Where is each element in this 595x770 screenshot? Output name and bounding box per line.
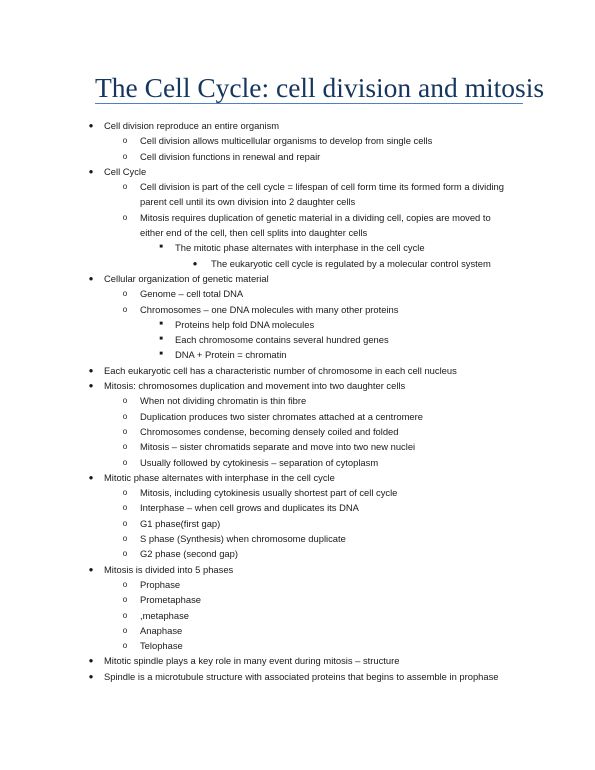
outline-item-text: Mitosis – sister chromatids separate and move into two new nuclei xyxy=(140,441,416,453)
outline-item-text: Spindle is a microtubule structure with associated proteins that begins to assemble in prophase xyxy=(104,670,499,682)
bullet-square: ■ xyxy=(159,336,163,343)
outline-item xyxy=(0,256,595,271)
bullet-circle: o xyxy=(122,426,128,436)
bullet-circle: o xyxy=(122,579,128,589)
bullet-circle: o xyxy=(122,534,128,544)
outline-item xyxy=(0,409,595,424)
bullet-circle: o xyxy=(122,411,128,421)
bullet-circle: o xyxy=(122,457,128,467)
outline-item xyxy=(0,332,595,347)
bullet-circle: o xyxy=(122,518,128,528)
outline-item xyxy=(0,240,595,255)
outline-item-text: Each eukaryotic cell has a characteristic number of chromosome in each cell nucleus xyxy=(104,364,457,376)
outline-item-text: Mitotic spindle plays a key role in many event during mitosis – structure xyxy=(104,655,400,667)
outline-item-text: The eukaryotic cell cycle is regulated by a molecular control system xyxy=(211,257,491,269)
outline-item xyxy=(0,225,595,240)
outline-item-text: parent cell until its own division into 2 daughter cells xyxy=(140,196,356,208)
outline-item-text: Each chromosome contains several hundred genes xyxy=(175,334,389,346)
outline-item xyxy=(0,653,595,668)
outline-item xyxy=(0,546,595,561)
bullet-disc: ● xyxy=(88,273,94,283)
outline-item xyxy=(0,439,595,454)
outline-item xyxy=(0,669,595,684)
outline-item-text: either end of the cell, then cell splits into daughter cells xyxy=(140,227,368,239)
outline-item-text: When not dividing chromatin is thin fibre xyxy=(140,395,307,407)
bullet-circle: o xyxy=(122,488,128,498)
outline-item-text: S phase (Synthesis) when chromosome duplicate xyxy=(140,533,346,545)
bullet-circle: o xyxy=(122,136,128,146)
outline-item-text: Usually followed by cytokinesis – separation of cytoplasm xyxy=(140,456,379,468)
bullet-disc: ● xyxy=(88,671,94,681)
outline-item-text: DNA + Protein = chromatin xyxy=(175,349,287,361)
title-underline xyxy=(95,103,523,104)
bullet-circle: o xyxy=(122,610,128,620)
outline-item xyxy=(0,271,595,286)
outline-item xyxy=(0,623,595,638)
bullet-square: ■ xyxy=(159,351,163,358)
outline-item xyxy=(0,608,595,623)
outline-item-text: Mitotic phase alternates with interphase in the cell cycle xyxy=(104,471,335,483)
outline-item-text: ,metaphase xyxy=(140,609,189,621)
bullet-circle: o xyxy=(122,396,128,406)
page-title: The Cell Cycle: cell division and mitosis xyxy=(95,72,545,103)
bullet-circle: o xyxy=(122,151,128,161)
bullet-outline xyxy=(0,118,595,684)
outline-item-text: Cell division is part of the cell cycle = lifespan of cell form time its formed form a dividing xyxy=(140,181,504,193)
outline-item xyxy=(0,638,595,653)
outline-item xyxy=(0,347,595,362)
outline-item-text: Mitosis requires duplication of genetic material in a dividing cell, copies are moved to xyxy=(140,211,491,223)
outline-item-text: Prophase xyxy=(140,578,181,590)
outline-item-text: Cell division functions in renewal and repair xyxy=(140,150,321,162)
bullet-square: ■ xyxy=(159,320,163,327)
outline-item xyxy=(0,317,595,332)
outline-item xyxy=(0,194,595,209)
outline-item xyxy=(0,149,595,164)
outline-item xyxy=(0,164,595,179)
outline-item-text: Prometaphase xyxy=(140,594,201,606)
bullet-circle: o xyxy=(122,549,128,559)
bullet-circle: o xyxy=(122,182,128,192)
outline-item xyxy=(0,424,595,439)
bullet-disc: ● xyxy=(88,166,94,176)
outline-item-text: Proteins help fold DNA molecules xyxy=(175,318,315,330)
bullet-disc: ● xyxy=(88,121,94,130)
outline-item-text: Duplication produces two sister chromates attached at a centromere xyxy=(140,410,423,422)
outline-item-text: Mitosis is divided into 5 phases xyxy=(104,563,234,575)
outline-item-text: Cell Cycle xyxy=(104,165,147,177)
bullet-circle: o xyxy=(122,503,128,513)
outline-item xyxy=(0,363,595,378)
outline-item xyxy=(0,118,595,133)
outline-item xyxy=(0,500,595,515)
outline-item xyxy=(0,485,595,500)
outline-item xyxy=(0,210,595,225)
outline-item xyxy=(0,531,595,546)
bullet-circle: o xyxy=(122,289,128,299)
outline-item xyxy=(0,179,595,194)
bullet-square: ■ xyxy=(159,244,163,251)
outline-item-text: Cell division allows multicellular organisms to develop from single cells xyxy=(140,135,433,147)
outline-item-text: G2 phase (second gap) xyxy=(140,548,238,560)
outline-item-text: Anaphase xyxy=(140,624,183,636)
outline-item-text: Chromosomes condense, becoming densely coiled and folded xyxy=(140,425,399,437)
outline-item xyxy=(0,302,595,317)
outline-item-text: G1 phase(first gap) xyxy=(140,517,221,529)
outline-item xyxy=(0,286,595,301)
bullet-disc: ● xyxy=(88,365,94,375)
bullet-disc: ● xyxy=(88,381,94,391)
bullet-disc: ● xyxy=(88,564,94,574)
outline-item xyxy=(0,577,595,592)
outline-item-text: Mitosis, including cytokinesis usually shortest part of cell cycle xyxy=(140,487,398,499)
outline-item-text: Cellular organization of genetic material xyxy=(104,272,269,284)
bullet-disc: ● xyxy=(88,472,94,482)
outline-item-text: Chromosomes – one DNA molecules with many other proteins xyxy=(140,303,399,315)
outline-item-text: Telophase xyxy=(140,640,183,652)
bullet-circle: o xyxy=(122,212,128,222)
outline-item xyxy=(0,562,595,577)
outline-item xyxy=(0,133,595,148)
outline-item xyxy=(0,378,595,393)
bullet-circle: o xyxy=(122,625,128,635)
outline-item-text: Mitosis: chromosomes duplication and movement into two daughter cells xyxy=(104,380,406,392)
outline-item xyxy=(0,592,595,607)
bullet-circle: o xyxy=(122,442,128,452)
outline-item-text: Genome – cell total DNA xyxy=(140,288,244,300)
outline-item-text: The mitotic phase alternates with interphase in the cell cycle xyxy=(175,242,425,254)
outline-item xyxy=(0,470,595,485)
outline-item-text: Interphase – when cell grows and duplicates its DNA xyxy=(140,502,359,514)
outline-item xyxy=(0,393,595,408)
bullet-disc: ● xyxy=(88,656,94,666)
outline-item xyxy=(0,455,595,470)
bullet-circle: o xyxy=(122,304,128,314)
bullet-disc: ● xyxy=(192,258,198,268)
bullet-circle: o xyxy=(122,595,128,605)
outline-item xyxy=(0,516,595,531)
outline-item-text: Cell division reproduce an entire organism xyxy=(104,120,280,131)
bullet-circle: o xyxy=(122,641,128,651)
